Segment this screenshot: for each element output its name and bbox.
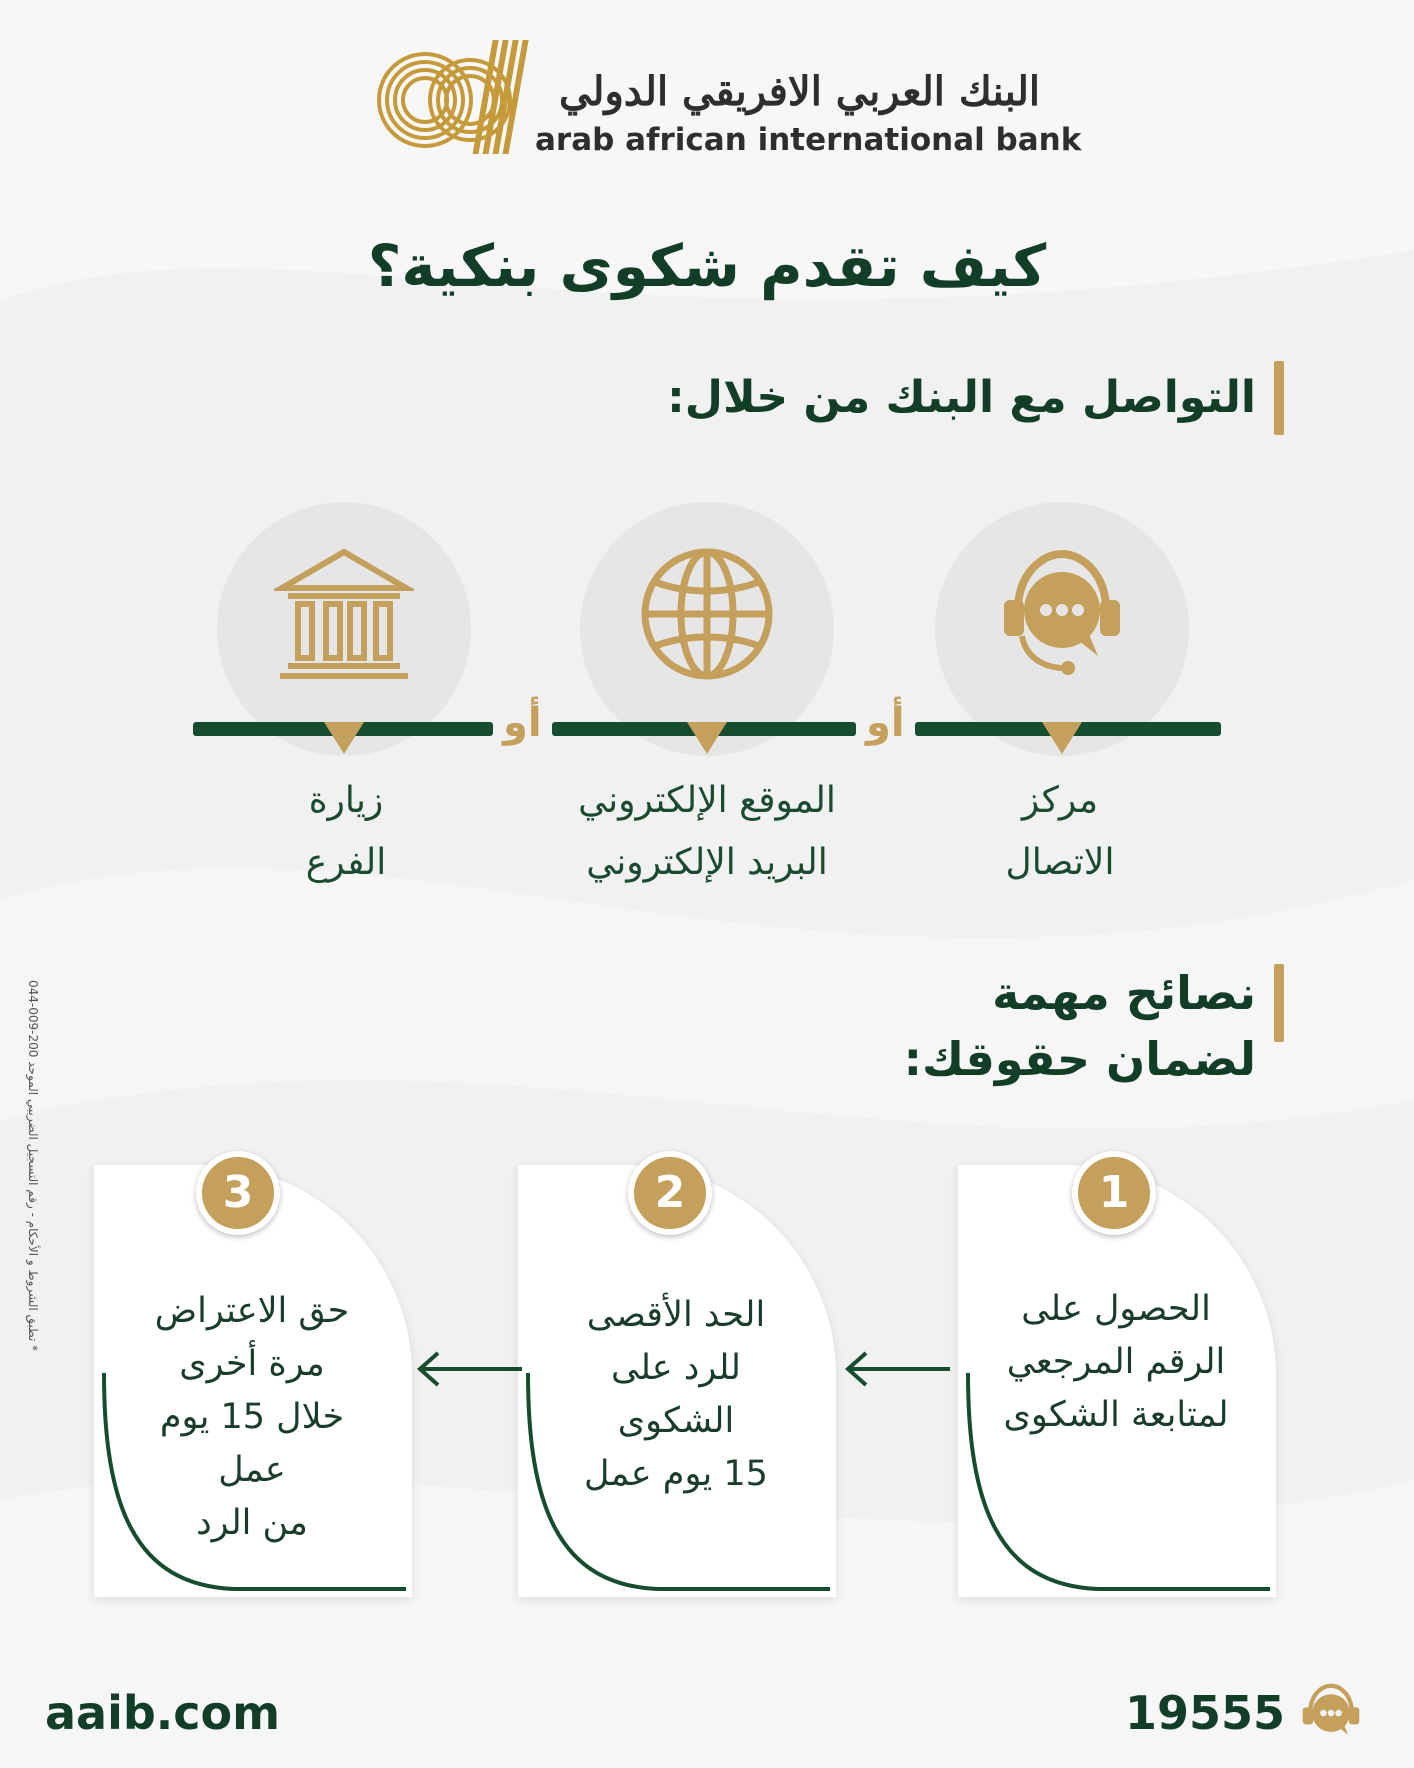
tip-card-2 bbox=[518, 1165, 836, 1597]
or-label: أو bbox=[866, 700, 905, 746]
timeline-pointer bbox=[687, 722, 727, 754]
website-link[interactable]: aaib.com bbox=[45, 1686, 281, 1740]
hotline-number[interactable]: 19555 bbox=[1125, 1686, 1286, 1740]
tip-number-badge: 2 bbox=[628, 1151, 712, 1235]
headset-chat-icon bbox=[992, 544, 1132, 684]
channel-contact-center bbox=[935, 502, 1189, 756]
channel-label-contact-center: مركز الاتصال bbox=[1005, 780, 1115, 883]
tip-number-badge: 1 bbox=[1072, 1151, 1156, 1235]
timeline-pointer bbox=[324, 722, 364, 754]
contact-section-title: التواصل مع البنك من خلال: bbox=[667, 372, 1256, 423]
channel-label-website-email: الموقع الإلكتروني البريد الإلكتروني bbox=[578, 780, 836, 883]
logo-english-name: arab african international bank bbox=[535, 122, 1082, 158]
tips-section-title: نصائح مهمة لضمان حقوقك: bbox=[903, 966, 1256, 1086]
legal-side-note: * تطبق الشروط و الأحكام - رقم التسجيل الضريبي الموحد 200-009-044 bbox=[26, 980, 40, 1352]
tip-text: الحد الأقصى للرد على الشكوى 15 يوم عمل bbox=[584, 1295, 768, 1494]
arrow-left-icon bbox=[414, 1349, 524, 1389]
tip-text: حق الاعتراض مرة أخرى خلال 15 يوم عمل من الرد bbox=[154, 1291, 350, 1543]
tip-text: الحصول على الرقم المرجعي لمتابعة الشكوى bbox=[1003, 1289, 1229, 1435]
section-accent-bar bbox=[1274, 361, 1284, 435]
globe-icon bbox=[637, 544, 777, 684]
page-title: كيف تقدم شكوى بنكية؟ bbox=[367, 232, 1047, 300]
tip-card-3 bbox=[94, 1165, 412, 1597]
section-accent-bar bbox=[1274, 964, 1284, 1042]
aaib-logo-icon bbox=[375, 38, 545, 156]
or-label: أو bbox=[503, 700, 542, 746]
channel-branch-visit bbox=[217, 502, 471, 756]
tip-number-badge: 3 bbox=[196, 1151, 280, 1235]
logo-arabic-name: البنك العربي الافريقي الدولي bbox=[558, 68, 1040, 115]
timeline-pointer bbox=[1042, 722, 1082, 754]
headset-chat-icon bbox=[1298, 1681, 1364, 1747]
tip-card-1 bbox=[958, 1165, 1276, 1597]
bank-building-icon bbox=[274, 544, 414, 684]
arrow-left-icon bbox=[842, 1349, 952, 1389]
channel-website-email bbox=[580, 502, 834, 756]
channel-label-branch-visit: زيارة الفرع bbox=[305, 780, 387, 883]
